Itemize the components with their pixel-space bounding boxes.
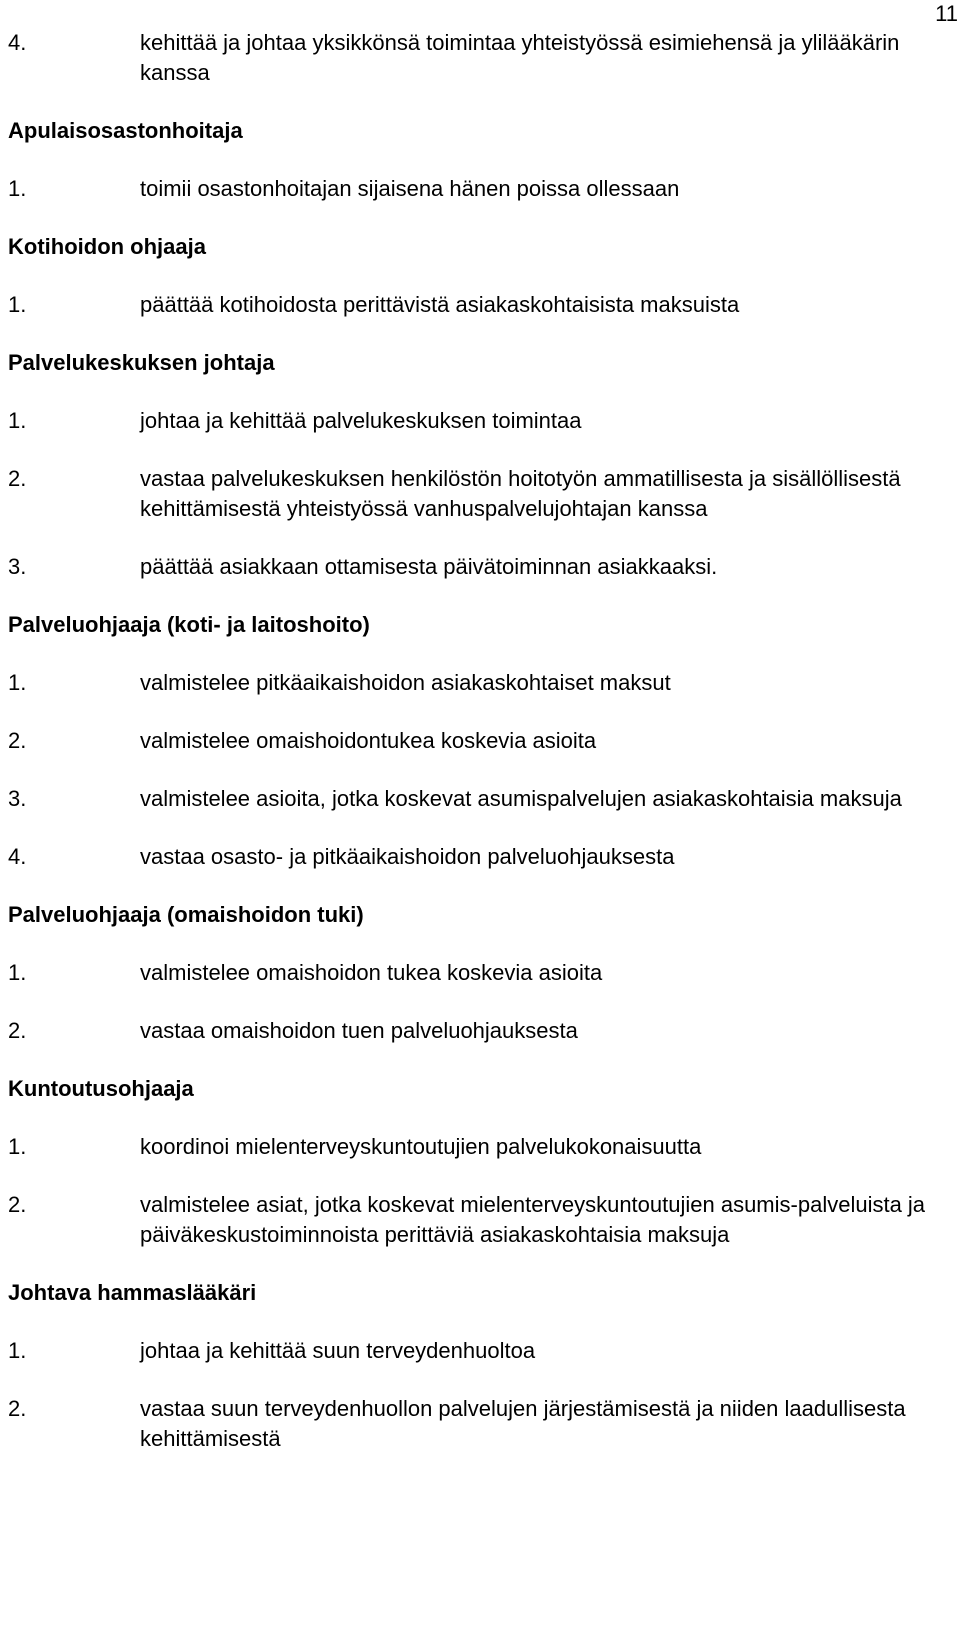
section-list: [8, 1336, 948, 1454]
list-item-number: 2.: [8, 728, 27, 753]
list-item-text: johtaa ja kehittää suun terveydenhuoltoa: [140, 1338, 536, 1363]
list-item-number: 1.: [8, 176, 27, 201]
intro-list: [8, 28, 948, 88]
section-heading: Kotihoidon ohjaaja: [8, 234, 206, 259]
list-item-text: vastaa osasto- ja pitkäaikaishoidon palveluohjauksesta: [140, 844, 675, 869]
list-item: [8, 958, 948, 988]
list-item-text: vastaa palvelukeskuksen henkilöstön hoitotyön ammatillisesta ja sisällöllisestä kehittämisestä yhteistyössä vanhuspalvelujohtajan kanssa: [140, 466, 901, 521]
section-list: [8, 290, 948, 320]
list-item: [8, 1394, 948, 1454]
list-item: [8, 784, 948, 814]
section-list: [8, 406, 948, 582]
list-item-number: 1.: [8, 408, 27, 433]
section-johtava-hammaslaakari: [8, 1278, 948, 1454]
list-item-number: 3.: [8, 786, 27, 811]
page-number: 11: [935, 1, 958, 26]
section-heading: Kuntoutusohjaaja: [8, 1076, 194, 1101]
section-list: [8, 1132, 948, 1250]
list-item-number: 4.: [8, 844, 27, 869]
list-item-number: 1.: [8, 670, 27, 695]
list-item-text: toimii osastonhoitajan sijaisena hänen poissa ollessaan: [140, 176, 680, 201]
list-item-number: 2.: [8, 1018, 27, 1043]
list-item-number: 2.: [8, 1192, 27, 1217]
section-list: [8, 958, 948, 1046]
list-item-text: valmistelee omaishoidon tukea koskevia asioita: [140, 960, 603, 985]
list-item-text: koordinoi mielenterveyskuntoutujien palvelukokonaisuutta: [140, 1134, 702, 1159]
list-item-text: kehittää ja johtaa yksikkönsä toimintaa yhteistyössä esimiehensä ja ylilääkärin kanssa: [140, 30, 900, 85]
list-item-text: johtaa ja kehittää palvelukeskuksen toimintaa: [140, 408, 582, 433]
list-item-text: valmistelee omaishoidontukea koskevia asioita: [140, 728, 597, 753]
list-item: [8, 1190, 948, 1250]
section-heading: Apulaisosastonhoitaja: [8, 118, 243, 143]
list-item-number: 2.: [8, 1396, 27, 1421]
section-palveluohjaaja-omaishoidon-tuki: [8, 900, 948, 1046]
list-item-text: vastaa suun terveydenhuollon palvelujen järjestämisestä ja niiden laadullisesta kehittämisestä: [140, 1396, 906, 1451]
list-item-number: 3.: [8, 554, 27, 579]
list-item-text: päättää asiakkaan ottamisesta päivätoiminnan asiakkaaksi.: [140, 554, 718, 579]
section-apulaisosastonhoitaja: [8, 116, 948, 204]
list-item: [8, 290, 948, 320]
list-item: [8, 668, 948, 698]
list-item: [8, 842, 948, 872]
list-item-number: 1.: [8, 292, 27, 317]
section-heading: Palvelukeskuksen johtaja: [8, 350, 275, 375]
list-item-text: valmistelee pitkäaikaishoidon asiakaskohtaiset maksut: [140, 670, 671, 695]
list-item-text: valmistelee asioita, jotka koskevat asumispalvelujen asiakaskohtaisia maksuja: [140, 786, 902, 811]
list-item-text: päättää kotihoidosta perittävistä asiakaskohtaisista maksuista: [140, 292, 740, 317]
list-item: [8, 174, 948, 204]
list-item: [8, 28, 948, 88]
list-item-number: 2.: [8, 466, 27, 491]
list-item-number: 1.: [8, 960, 27, 985]
section-kotihoidon-ohjaaja: [8, 232, 948, 320]
list-item: [8, 1132, 948, 1162]
section-kuntoutusohjaaja: [8, 1074, 948, 1250]
section-list: [8, 174, 948, 204]
list-item-number: 4.: [8, 30, 27, 55]
list-item: [8, 406, 948, 436]
list-item: [8, 464, 948, 524]
document-body: [8, 28, 948, 1482]
section-heading: Johtava hammaslääkäri: [8, 1280, 257, 1305]
section-palveluohjaaja-koti-ja-laitoshoito: [8, 610, 948, 872]
list-item: [8, 1336, 948, 1366]
section-list: [8, 668, 948, 872]
section-heading: Palveluohjaaja (koti- ja laitoshoito): [8, 612, 370, 637]
list-item: [8, 726, 948, 756]
list-item: [8, 1016, 948, 1046]
list-item-number: 1.: [8, 1338, 27, 1363]
list-item-text: valmistelee asiat, jotka koskevat mielenterveyskuntoutujien asumis-palveluista ja päiväkeskustoiminnoista perittäviä asiakaskohtaisia maksuja: [140, 1192, 926, 1247]
section-palvelukeskuksen-johtaja: [8, 348, 948, 582]
section-heading: Palveluohjaaja (omaishoidon tuki): [8, 902, 364, 927]
list-item-number: 1.: [8, 1134, 27, 1159]
list-item-text: vastaa omaishoidon tuen palveluohjauksesta: [140, 1018, 578, 1043]
list-item: [8, 552, 948, 582]
